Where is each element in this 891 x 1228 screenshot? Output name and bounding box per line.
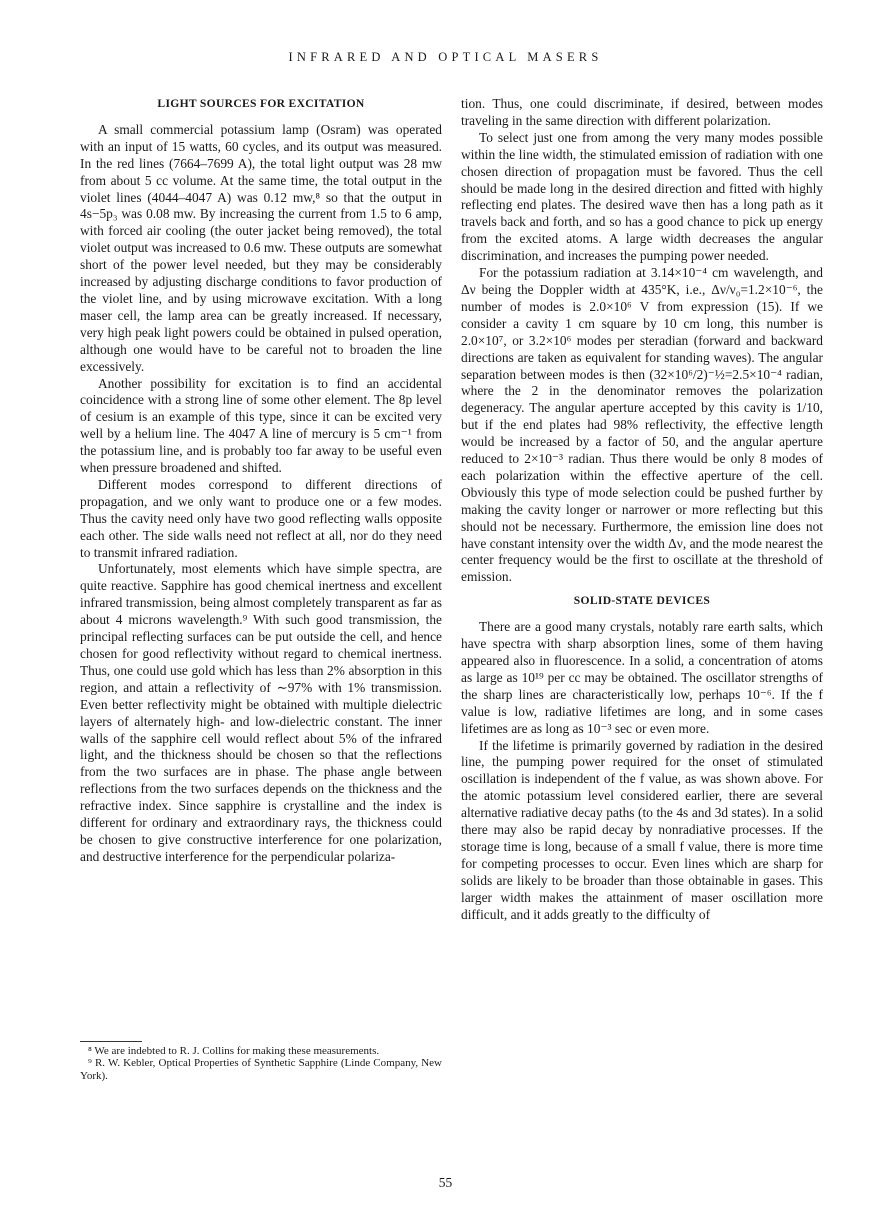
paragraph: There are a good many crystals, notably rare earth salts, which have spectra with sharp absorption lines, some of them having appeared also in fluorescence. In a solid, a concentration of atoms as large as 10¹⁹ per cc may be obtained. The oscillator strengths of the sharp lines are characteristically low, perhaps 10⁻⁶. If the f value is low, radiative lifetimes are long, and in some cases lifetimes are as long as 10⁻³ sec or even more. bbox=[461, 619, 823, 736]
section-heading-light-sources: LIGHT SOURCES FOR EXCITATION bbox=[157, 97, 365, 110]
paragraph: If the lifetime is primarily governed by radiation in the desired line, the pumping power required for the onset of stimulated oscillation is independent of the f value, as was shown above. For the atomic potassium level considered earlier, there are several alternative radiative decay paths (to the 4s and 3d states). In a solid there may also be rapid decay by nonradiative processes. If the storage time is long, because of a small f value, there is more time for competing processes to occur. Even lines which are sharp for solids are likely to be broader than those obtainable in gases. This larger width makes the attainment of maser oscillation more difficult, and it adds greatly to the difficulty of bbox=[461, 737, 823, 922]
paragraph: Unfortunately, most elements which have simple spectra, are quite reactive. Sapphire has good chemical inertness and excellent infrared transmission, being almost completely transparent as far as about 4 microns wavelength.⁹ With such good transmission, the principal reflecting surfaces can be put outside the cell, and hence chosen for good reflectivity without regard to chemical inertness. Thus, one could use gold which has less than 2% absorption in this region, and attain a reflectivity of ∼97% with 1% transmission. Even better reflectivity might be obtained with multiple dielectric layers of alternately high- and low-dielectric constant. The inner walls of the sapphire cell would reflect about 5% of the infrared light, and the thickness should be chosen so that the reflections from the two surfaces are in phase. The phase angle between reflections from the two surfaces depends on the thickness and the refractive index. Since sapphire is crystalline and the index is different for ordinary and extraordinary rays, the thickness could be chosen to give constructive interference for one polarization, and destructive interference for the perpendicular polariza- bbox=[80, 561, 442, 864]
paragraph: To select just one from among the very many modes possible within the line width, the stimulated emission of radiation with one chosen direction of propagation must be favored. Thus the cell should be made long in the desired direction and fitted with highly reflecting end plates. The desired wave then has a long path as it travels back and forth, and so has a good chance to pick up energy from the excited atoms. A large width decreases the angular discrimination, and increases the pumping power needed. bbox=[461, 129, 823, 264]
footnote-9: ⁹ R. W. Kebler, Optical Properties of Synthetic Sapphire (Linde Company, New York). bbox=[80, 1057, 442, 1082]
right-column bbox=[461, 96, 823, 924]
section-heading-solid-state: SOLID-STATE DEVICES bbox=[573, 594, 711, 608]
footnote-8: ⁸ We are indebted to R. J. Collins for making these measurements. bbox=[88, 1045, 380, 1057]
paragraph: Different modes correspond to different directions of propagation, and we only want to produce one or a few modes. Thus the cavity need only have two good reflecting walls opposite each other. The side walls need not reflect at all, nor do they need to transmit infrared radiation. bbox=[80, 476, 442, 560]
footnotes bbox=[80, 1045, 442, 1082]
running-head: INFRARED AND OPTICAL MASERS bbox=[288, 50, 603, 64]
paragraph: A small commercial potassium lamp (Osram) was operated with an input of 15 watts, 60 cycles, and its output was measured. In the red lines (7664–7699 A), the total light output was 28 mw from about 5 cc volume. At the same time, the total output in the violet lines (4044–4047 A) was 0.12 mw,⁸ so that the output in 4s−5p₃ was 0.08 mw. By increasing the current from 1.5 to 6 amp, with forced air cooling (the outer jacket being removed), the total violet output was increased to 0.6 mw. These outputs are somewhat short of the power level needed, but they may be considerably increased by adjusting discharge conditions to favor production of the violet line, and by using microwave excitation. With a long maser cell, the lamp area can be greatly increased. If necessary, very high peak light powers could be obtained in pulsed operation, although one would have to be careful not to broaden the line excessively. bbox=[80, 121, 442, 374]
paragraph-continued: tion. Thus, one could discriminate, if desired, between modes traveling in the same direction with different polarization. bbox=[461, 96, 823, 128]
left-column bbox=[80, 96, 442, 866]
paragraph: Another possibility for excitation is to find an accidental coincidence with a strong line of some other element. The 8p level of cesium is an example of this type, since it can be excited very well by a helium line. The 4047 A line of mercury is 5 cm⁻¹ from the potassium line, and is probably too far away to be useful even when pressure broadened and shifted. bbox=[80, 375, 442, 476]
paragraph: For the potassium radiation at 3.14×10⁻⁴ cm wavelength, and Δν being the Doppler width at 435°K, i.e., Δν/ν₀=1.2×10⁻⁶, the number of modes is 2.0×10⁶ V from expression (15). If we consider a cavity 1 cm square by 10 cm long, this number is 2.0×10⁷, or 3.2×10⁶ modes per steradian (forward and backward directions are taken as equivalent for standing waves). The angular separation between modes is then (32×10⁶/2)⁻½=2.5×10⁻⁴ radian, where the 2 in the denominator removes the polarization degeneracy. The angular aperture accepted by this cavity is 1/10, but if the end plates had 98% reflectivity, the effective length would be increased by a factor of 50, and the angular aperture reduced to 2×10⁻³ radian. Thus there would be only 8 modes of each polarization within the effective aperture of the cell. Obviously this type of mode selection could be pushed further by making the cavity longer or narrower or more reflecting but this should not be necessary. Furthermore, the emission line does not have constant intensity over the width Δν, and the mode nearest the center frequency would be the first to oscillate at the threshold of emission. bbox=[461, 265, 823, 585]
page-number: 55 bbox=[438, 1175, 453, 1190]
footnote-rule bbox=[80, 1041, 142, 1042]
